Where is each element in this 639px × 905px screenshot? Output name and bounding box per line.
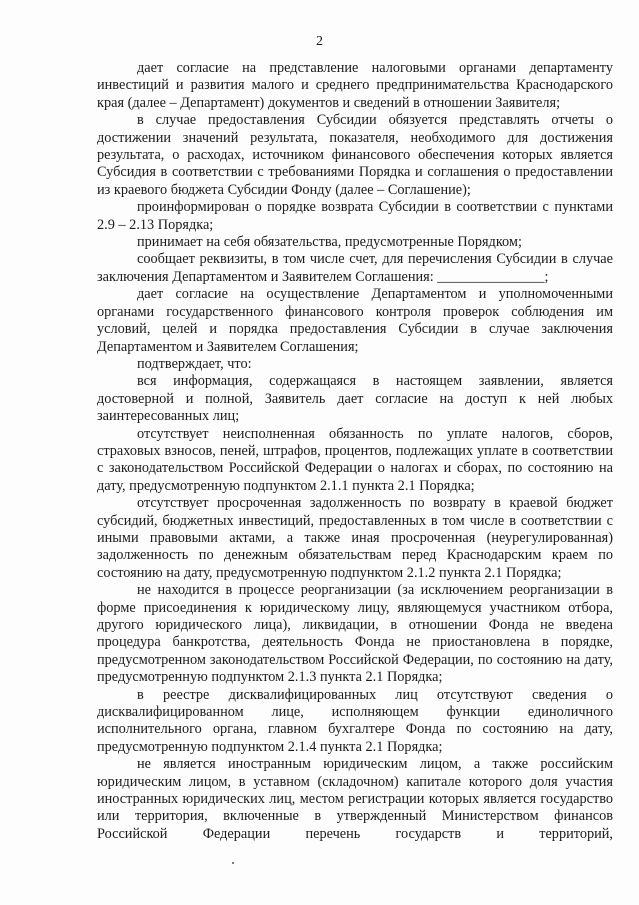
paragraph: отсутствует неисполненная обязанность по уплате налогов, сборов, страховых взносов, пеней, штрафов, процентов, подлежащих уплате в соответствии с законодательством Российской Федерации о налогах и сборах, по состоянию на дату, предусмотренную подпунктом 2.1.1 пункта 2.1 Порядка; <box>97 425 613 494</box>
scan-speck <box>232 862 234 864</box>
paragraph: принимает на себя обязательства, предусмотренные Порядком; <box>137 234 522 251</box>
paragraph: в реестре дисквалифицированных лиц отсутствуют сведения о дисквалифицированном лице, исполняющем функции единоличного исполнительного органа, главном бухгалтере Фонда по состоянию на дату, предусмотренную подпунктом 2.1.4 пункта 2.1 Порядка; <box>97 686 613 755</box>
paragraph: сообщает реквизиты, в том числе счет, для перечисления Субсидии в случае заключения Департаментом и Заявителем Соглашения: _______________; <box>97 251 613 285</box>
paragraph: в случае предоставления Субсидии обязуется представлять отчеты о достижении значений результата, показателя, необходимого для достижения результата, о расходах, источником финансового обеспечения которых является Субсидия в соответствии с требованиями Порядка и соглашения о предоставлении из краевого бюджета Субсидии Фонду (далее – Соглашение); <box>97 112 613 198</box>
paragraph: не находится в процессе реорганизации (за исключением реорганизации в форме присоединения к юридическому лицу, являющемуся участником отбора, другого юридического лица), ликвидации, в отношении Фонда не введена процедура банкротства, деятельность Фонда не приостановлена в порядке, предусмотренном законодательством Российской Федерации, по состоянию на дату, предусмотренную подпунктом 2.1.3 пункта 2.1 Порядка; <box>97 582 613 686</box>
page-number: 2 <box>316 34 323 49</box>
paragraph: отсутствует просроченная задолженность по возврату в краевой бюджет субсидий, бюджетных инвестиций, предоставленных в том числе в соответствии с иными правовыми актами, а также иная просроченная (неурегулированная) задолженность по денежным обязательствам перед Краснодарским краем по состоянию на дату, предусмотренную подпунктом 2.1.2 пункта 2.1 Порядка; <box>97 495 613 581</box>
paragraph: дает согласие на осуществление Департаментом и уполномоченными органами государственного финансового контроля проверок соблюдения им условий, целей и порядка предоставления Субсидии в случае заключения Департаментом и Заявителем Соглашения; <box>97 286 613 355</box>
paragraph: вся информация, содержащаяся в настоящем заявлении, является достоверной и полной, Заявитель дает согласие на доступ к ней любых заинтересованных лиц; <box>97 373 613 425</box>
paragraph: дает согласие на представление налоговыми органами департаменту инвестиций и развития малого и среднего предпринимательства Краснодарского края (далее – Департамент) документов и сведений в отношении Заявителя; <box>97 60 613 111</box>
paragraph: проинформирован о порядке возврата Субсидии в соответствии с пунктами 2.9 – 2.13 Порядка; <box>97 199 613 233</box>
paragraph: подтверждает, что: <box>137 355 252 372</box>
document-body <box>97 60 613 843</box>
paragraph: не является иностранным юридическим лицом, а также российским юридическим лицом, в уставном (складочном) капитале которого доля участия иностранных юридических лиц, местом регистрации которых является государство или территория, включенные в утвержденный Министерством финансов Российской Федерации перечень государств и территорий, <box>97 756 613 842</box>
